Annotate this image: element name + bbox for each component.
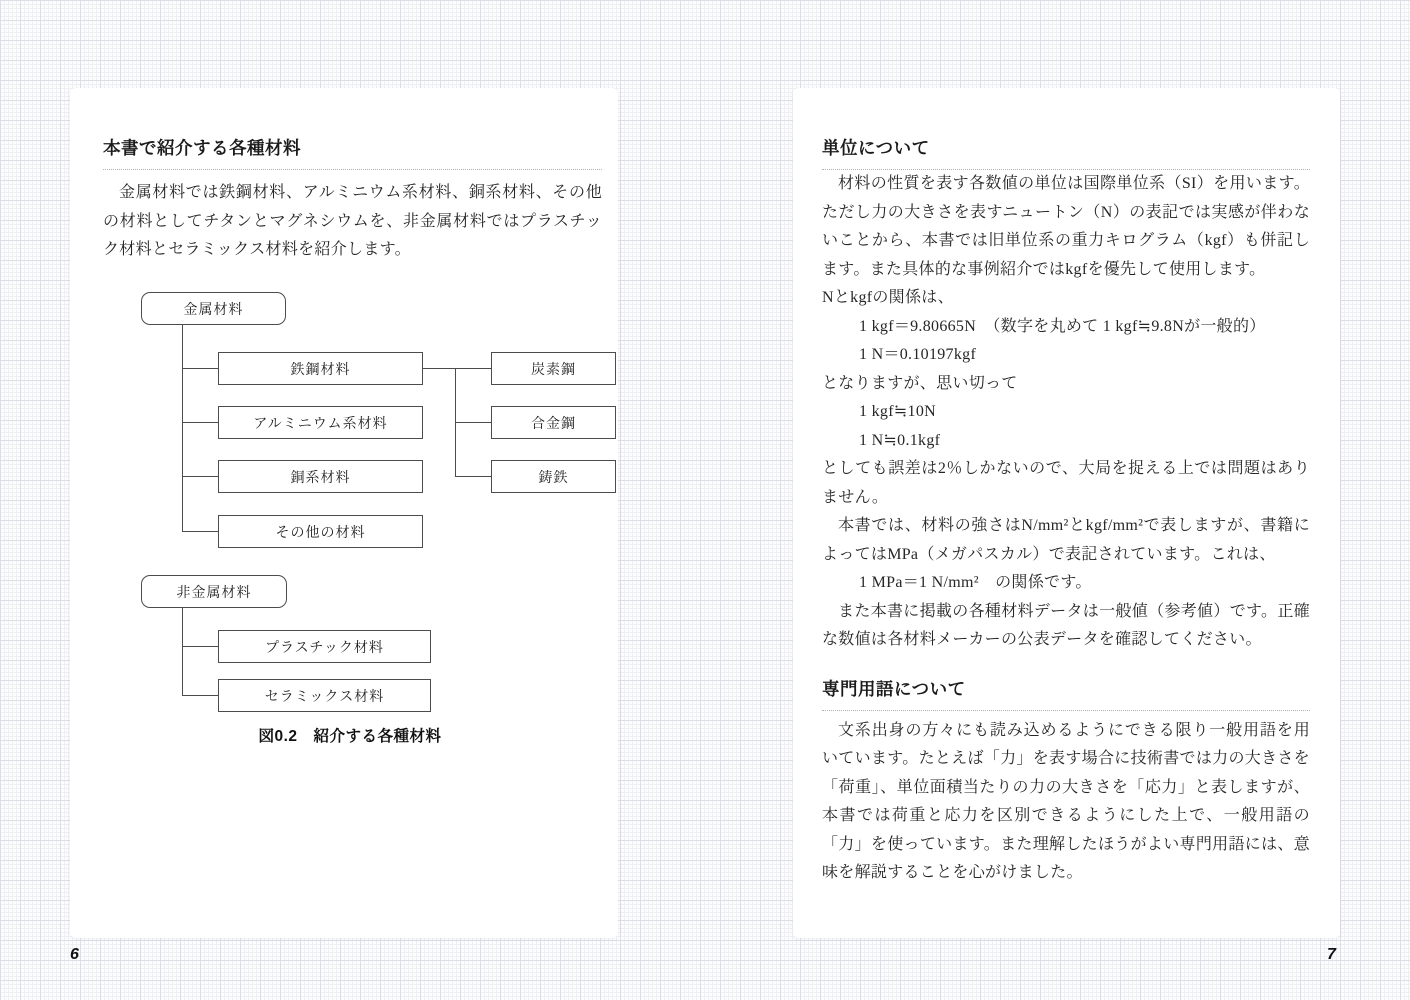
connector-line bbox=[182, 476, 218, 477]
formula-n-approx: 1 N≒0.1kgf bbox=[859, 431, 941, 449]
node-ceramic-materials: セラミックス材料 bbox=[218, 679, 431, 712]
connector-line bbox=[423, 368, 455, 369]
node-cast-iron: 鋳鉄 bbox=[491, 460, 616, 493]
units-paragraph-3: 本書では、材料の強さはN/mm²とkgf/mm²で表しますが、書籍によってはMPa（メガパスカル）で表記されています。これは、 bbox=[822, 517, 1310, 563]
page-right bbox=[793, 88, 1340, 938]
connector-line bbox=[182, 646, 218, 647]
left-page-title: 本書で紹介する各種材料 bbox=[103, 135, 602, 170]
relation-intro-line: Nとkgfの関係は、 bbox=[822, 289, 954, 306]
connector-line bbox=[455, 368, 491, 369]
connector-line bbox=[182, 531, 218, 532]
materials-tree-diagram bbox=[103, 292, 618, 762]
units-paragraph-4: また本書に掲載の各種材料データは一般値（参考値）です。正確な数値は各材料メーカーの公表データを確認してください。 bbox=[822, 602, 1310, 648]
formula-n-to-kgf: 1 N＝0.10197kgf bbox=[859, 346, 977, 363]
node-plastic-materials: プラスチック材料 bbox=[218, 630, 431, 663]
connector-line bbox=[455, 422, 491, 423]
units-paragraph-2: としても誤差は2％しかないので、大局を捉える上では問題はありません。 bbox=[822, 460, 1310, 506]
node-carbon-steel: 炭素鋼 bbox=[491, 352, 616, 385]
page-number-left: 6 bbox=[70, 946, 79, 963]
figure-caption: 図0.2 紹介する各種材料 bbox=[258, 728, 442, 745]
node-aluminum-materials: アルミニウム系材料 bbox=[218, 406, 423, 439]
connector-line bbox=[182, 608, 183, 695]
page-number-right: 7 bbox=[1327, 946, 1336, 963]
terms-section-title: 専門用語について bbox=[822, 676, 1310, 711]
node-nonmetal-materials: 非金属材料 bbox=[141, 575, 287, 608]
terms-paragraph-1: 文系出身の方々にも読み込めるようにできる限り一般用語を用いています。たとえば「力」を表す場合に技術書では力の大きさを「荷重」、単位面積当たりの力の大きさを「応力」と表しますが、本書では荷重と応力を区別できるようにした上で、一般用語の「力」を使っています。また理解したほうがよい専門用語には、意味を解説することを心がけました。 bbox=[822, 721, 1310, 881]
however-line: となりますが、思い切って bbox=[822, 374, 1018, 392]
connector-line bbox=[182, 325, 183, 531]
formula-mpa: 1 MPa＝1 N/mm² の関係です。 bbox=[859, 574, 1092, 591]
formula-kgf-to-n: 1 kgf＝9.80665N （数字を丸めて 1 kgf≒9.8Nが一般的） bbox=[859, 317, 1266, 335]
node-copper-materials: 銅系材料 bbox=[218, 460, 423, 493]
node-steel-materials: 鉄鋼材料 bbox=[218, 352, 423, 385]
node-other-materials: その他の材料 bbox=[218, 515, 423, 548]
units-section-title: 単位について bbox=[822, 135, 1310, 170]
node-metal-materials: 金属材料 bbox=[141, 292, 286, 325]
left-intro-paragraph: 金属材料では鉄鋼材料、アルミニウム系材料、銅系材料、その他の材料としてチタンとマグネシウムを、非金属材料ではプラスチック材料とセラミックス材料を紹介します。 bbox=[103, 184, 602, 258]
formula-kgf-approx: 1 kgf≒10N bbox=[859, 403, 936, 420]
page-left bbox=[70, 88, 618, 938]
connector-line bbox=[182, 695, 218, 696]
connector-line bbox=[455, 476, 491, 477]
units-paragraph-1: 材料の性質を表す各数値の単位は国際単位系（SI）を用います。ただし力の大きさを表すニュートン（N）の表記では実感が伴わないことから、本書では旧単位系の重力キログラム（kgf）も併記します。また具体的な事例紹介ではkgfを優先して使用します。 bbox=[822, 175, 1310, 278]
connector-line bbox=[182, 422, 218, 423]
node-alloy-steel: 合金鋼 bbox=[491, 406, 616, 439]
connector-line bbox=[182, 368, 218, 369]
